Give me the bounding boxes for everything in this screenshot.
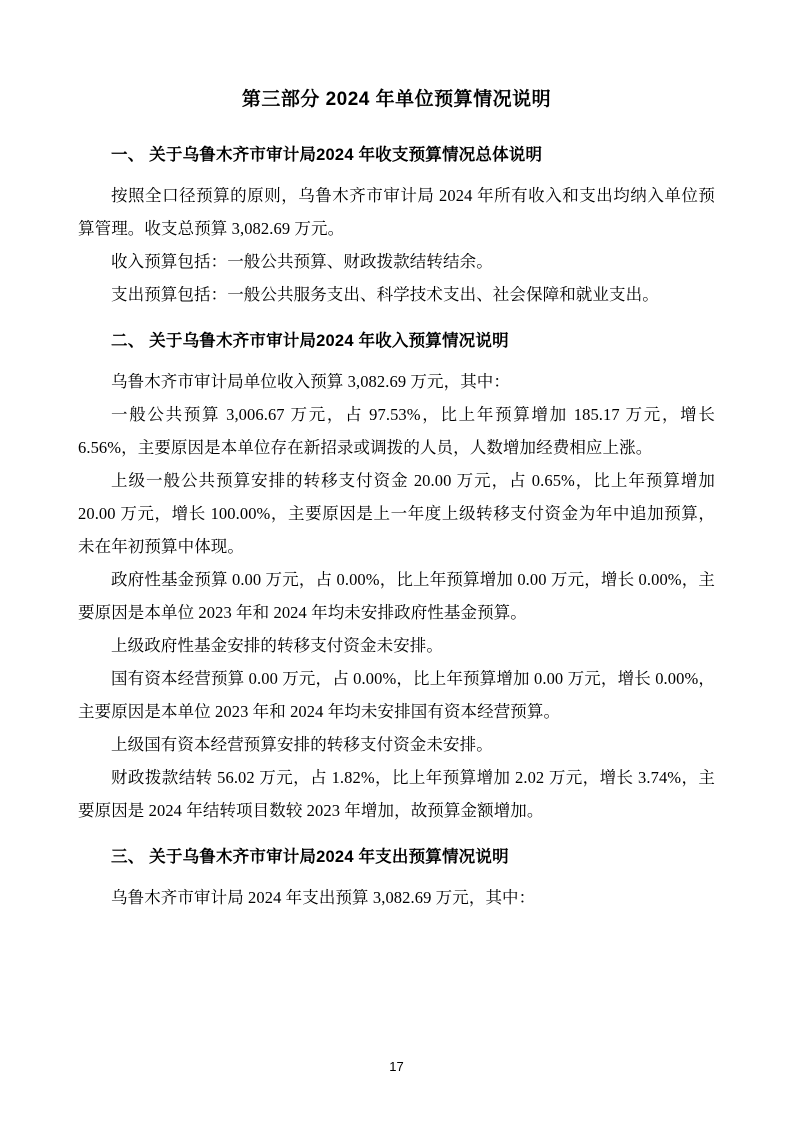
paragraph: 乌鲁木齐市审计局 2024 年支出预算 3,082.69 万元，其中： <box>111 887 536 907</box>
page-title: 第三部分 2024 年单位预算情况说明 <box>241 89 552 110</box>
section-heading-3: 三、 关于乌鲁木齐市审计局2024 年支出预算情况说明 <box>111 847 509 866</box>
paragraph: 按照全口径预算的原则，乌鲁木齐市审计局 2024 年所有收入和支出均纳入单位预算管理。收支总预算 3,082.69 万元。 <box>78 185 715 238</box>
paragraph: 上级一般公共预算安排的转移支付资金 20.00 万元，占 0.65%，比上年预算增加 20.00 万元，增长 100.00%，主要原因是上一年度上级转移支付资金为年中追加预算，未在年初预算中体现。 <box>78 470 715 556</box>
paragraph: 乌鲁木齐市审计局单位收入预算 3,082.69 万元，其中： <box>111 371 510 391</box>
paragraph: 财政拨款结转 56.02 万元，占 1.82%，比上年预算增加 2.02 万元，增长 3.74%，主要原因是 2024 年结转项目数较 2023 年增加，故预算金额增加。 <box>78 767 715 820</box>
paragraph: 一般公共预算 3,006.67 万元，占 97.53%，比上年预算增加 185.17 万元，增长 6.56%，主要原因是本单位存在新招录或调拨的人员，人数增加经费相应上涨。 <box>78 404 715 457</box>
paragraph: 国有资本经营预算 0.00 万元，占 0.00%，比上年预算增加 0.00 万元，增长 0.00%，主要原因是本单位 2023 年和 2024 年均未安排国有资本经营预算。 <box>78 668 715 721</box>
paragraph: 支出预算包括：一般公共服务支出、科学技术支出、社会保障和就业支出。 <box>111 284 659 304</box>
section-heading-2: 二、 关于乌鲁木齐市审计局2024 年收入预算情况说明 <box>111 331 509 350</box>
section-heading-1: 一、 关于乌鲁木齐市审计局2024 年收支预算情况总体说明 <box>111 145 543 164</box>
paragraph: 上级政府性基金安排的转移支付资金未安排。 <box>111 635 443 655</box>
paragraph: 收入预算包括：一般公共预算、财政拨款结转结余。 <box>111 251 493 271</box>
page-number: 17 <box>389 1059 404 1074</box>
paragraph: 上级国有资本经营预算安排的转移支付资金未安排。 <box>111 734 493 754</box>
paragraph: 政府性基金预算 0.00 万元，占 0.00%，比上年预算增加 0.00 万元，增长 0.00%，主要原因是本单位 2023 年和 2024 年均未安排政府性基金预算。 <box>78 569 715 622</box>
